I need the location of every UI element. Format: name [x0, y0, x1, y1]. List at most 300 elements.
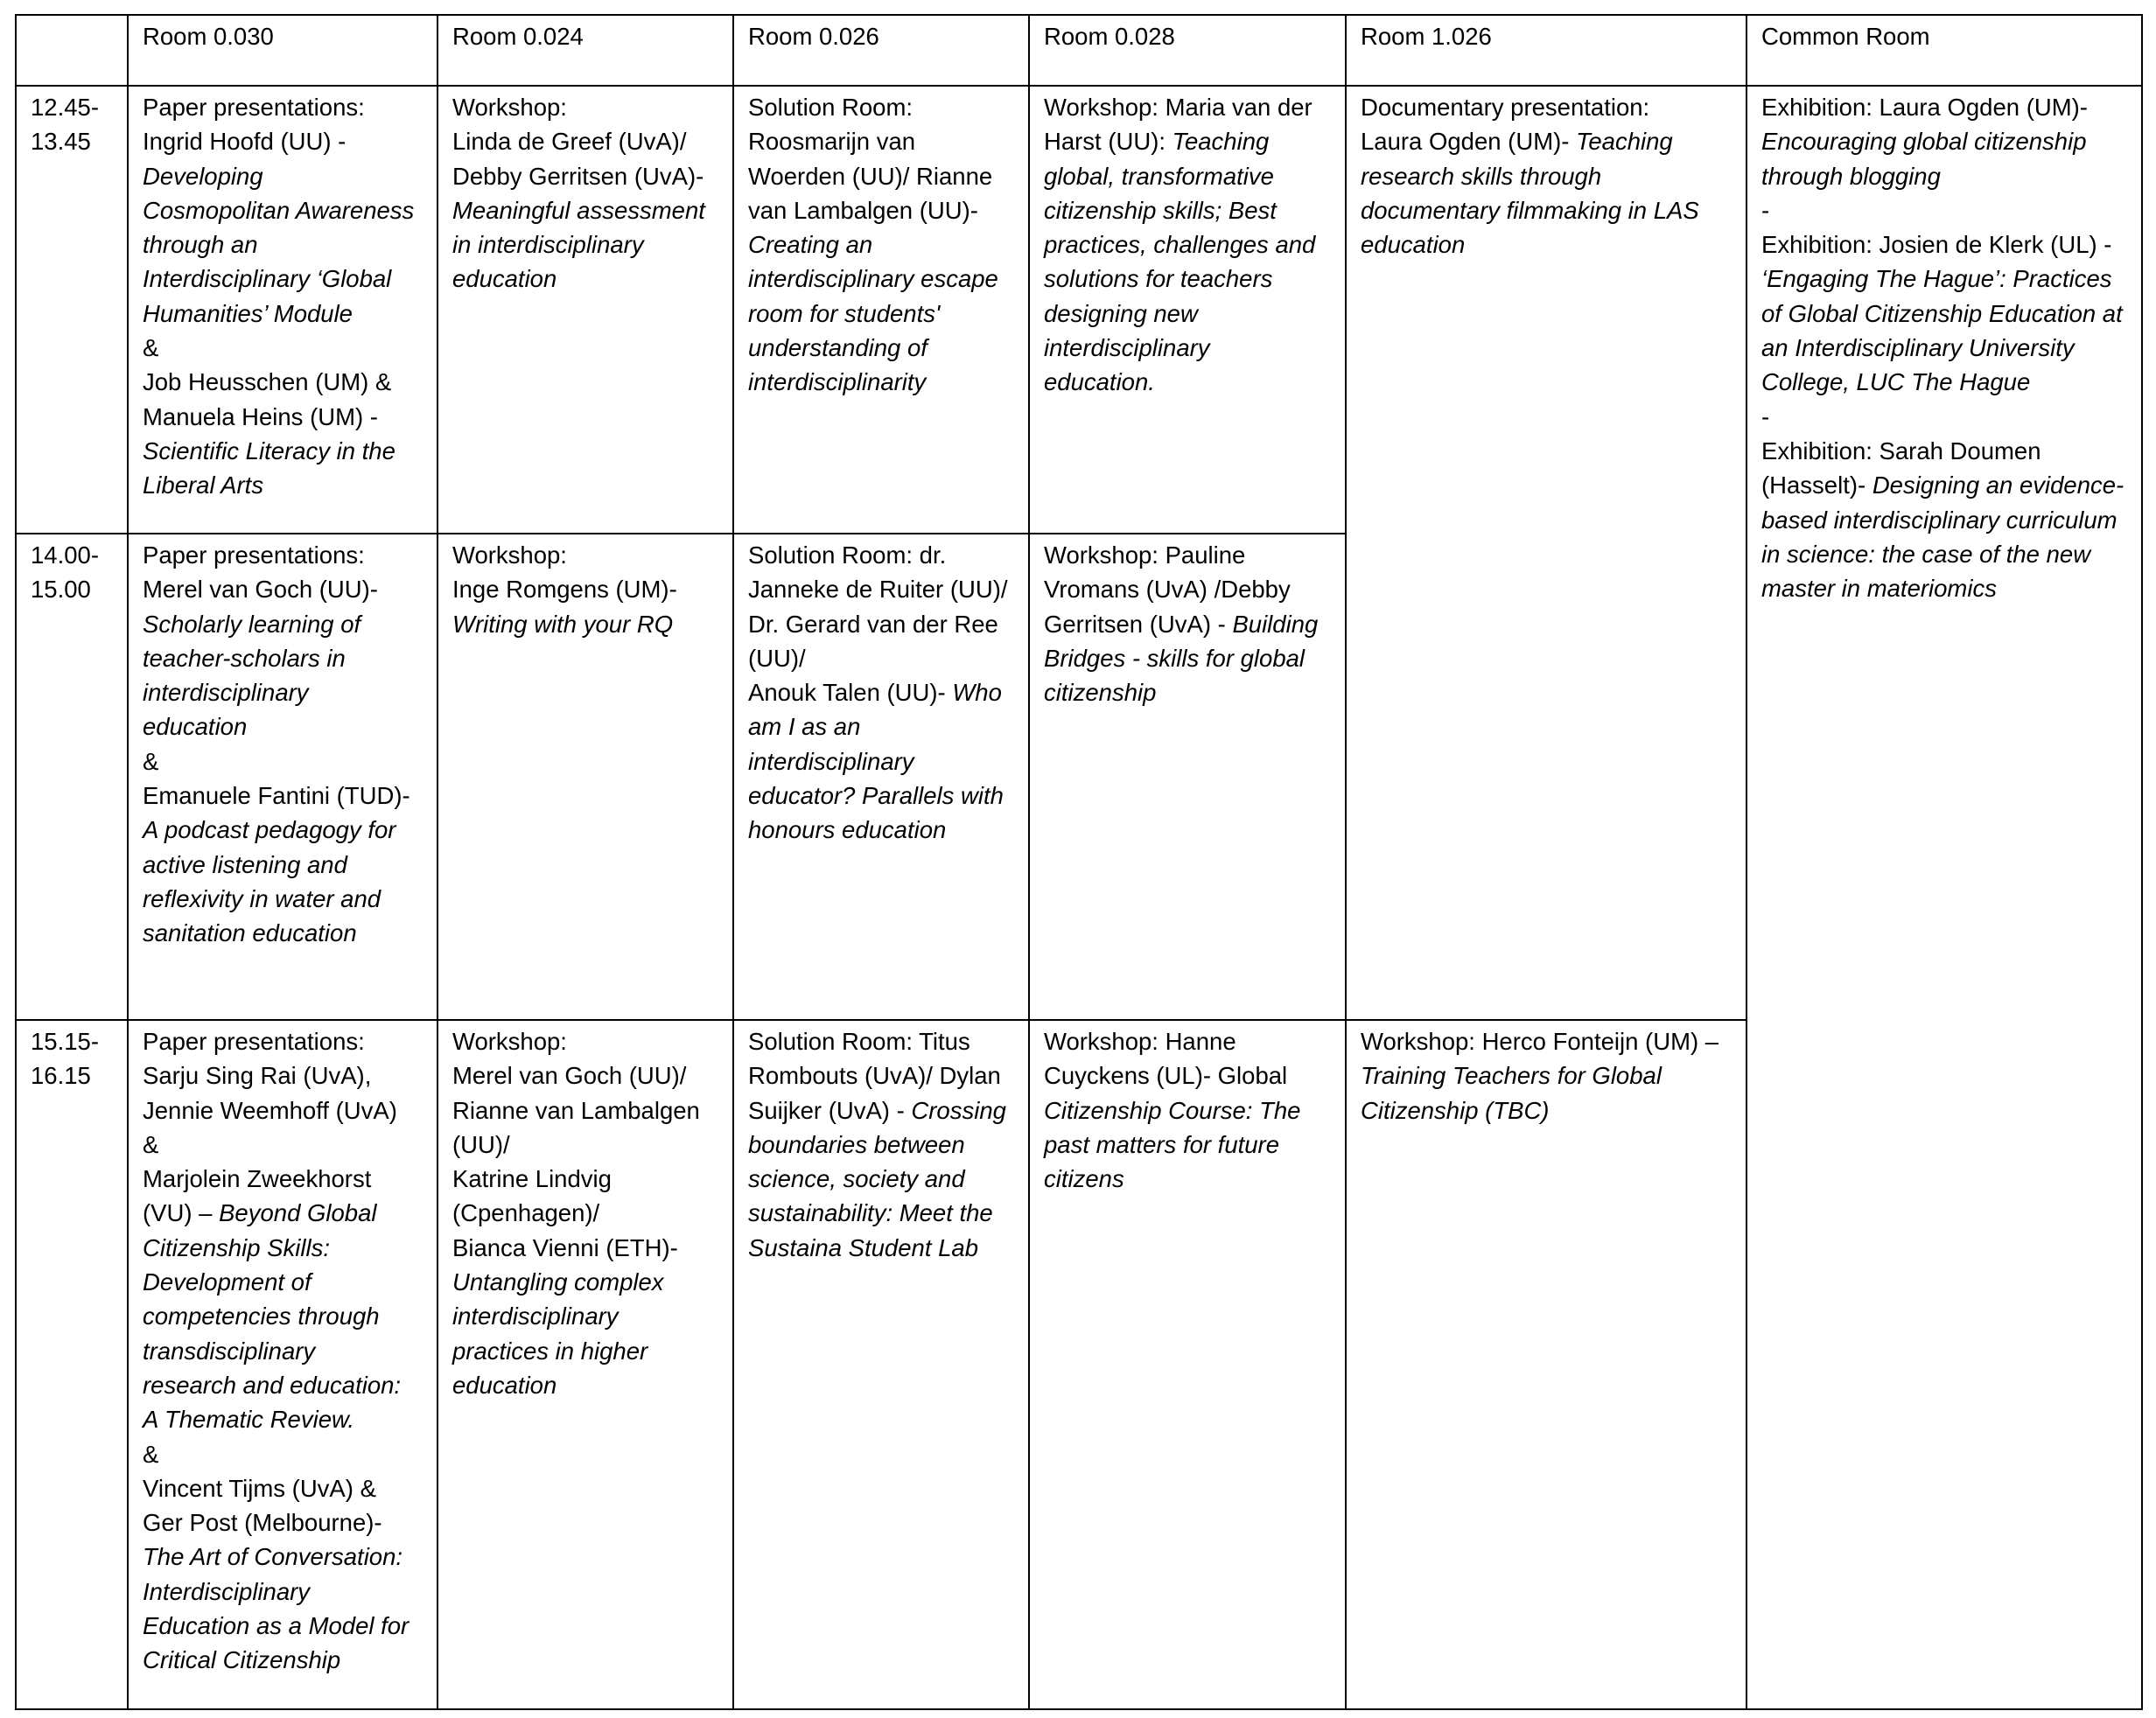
session-line — [1044, 1162, 1331, 1196]
session-line — [143, 538, 423, 572]
session-title-text: room for students' — [748, 299, 941, 327]
session-workshop-transformative — [1029, 86, 1346, 534]
room-label: Room 0.030 — [143, 23, 274, 50]
session-line — [748, 607, 1014, 641]
session-line — [143, 1196, 423, 1230]
session-line — [143, 1334, 423, 1368]
session-line — [1761, 227, 2127, 262]
session-text: Exhibition: Sarah Doumen — [1761, 436, 2041, 464]
session-text: Laura Ogden (UM)- — [1361, 128, 1577, 156]
session-title-text: documentary filmmaking in LAS — [1361, 196, 1699, 224]
session-line — [1761, 468, 2127, 502]
session-line — [1044, 159, 1331, 193]
session-text: - — [1761, 402, 1770, 430]
session-line — [748, 744, 1014, 779]
session-title-text: Scholarly learning of — [143, 610, 361, 638]
session-title-text: interdisciplinary — [1044, 334, 1210, 362]
session-text: & — [143, 334, 159, 362]
session-line — [143, 779, 423, 813]
session-text: Exhibition: Josien de Klerk (UL) - — [1761, 231, 2112, 259]
session-line — [143, 1402, 423, 1436]
session-title-text: Designing an evidence- — [1872, 471, 2124, 499]
session-line — [1361, 193, 1732, 227]
header-row — [16, 15, 2142, 86]
session-title-text: Development of — [143, 1268, 312, 1296]
session-line — [748, 1128, 1014, 1162]
session-title-text: sanitation education — [143, 919, 357, 947]
session-title-text: Education as a Model for — [143, 1612, 410, 1640]
session-line — [1044, 1058, 1331, 1093]
session-text: Janneke de Ruiter (UU)/ — [748, 576, 1008, 604]
session-line — [1044, 227, 1331, 262]
session-text: Paper presentations: — [143, 541, 365, 569]
session-title-text: Encouraging global citizenship — [1761, 128, 2087, 156]
session-title-text: Writing with your RQ — [452, 610, 674, 638]
session-line — [1044, 262, 1331, 296]
session-line — [748, 365, 1014, 399]
session-line — [748, 262, 1014, 296]
session-line — [748, 641, 1014, 675]
session-text: Ger Post (Melbourne)- — [143, 1509, 382, 1537]
session-line — [748, 1024, 1014, 1058]
session-title-text: The Art of Conversation: — [143, 1543, 403, 1571]
session-line — [452, 262, 718, 296]
header-room-0028 — [1029, 15, 1346, 86]
session-text: Paper presentations: — [143, 94, 365, 121]
session-line — [748, 297, 1014, 331]
session-title-text: honours education — [748, 816, 947, 844]
session-text: Rombouts (UvA)/ Dylan — [748, 1062, 1001, 1090]
session-text: Solution Room: Titus — [748, 1028, 970, 1055]
session-text: (VU) – — [143, 1199, 220, 1227]
session-line — [1761, 503, 2127, 537]
session-line — [1761, 159, 2127, 193]
session-title-text: interdisciplinary — [748, 747, 914, 775]
session-title-text: Bridges - skills for global — [1044, 644, 1306, 672]
session-line — [1361, 1093, 1732, 1128]
session-line — [748, 1058, 1014, 1093]
session-title-text: in interdisciplinary — [452, 231, 644, 259]
session-line — [1044, 365, 1331, 399]
session-title-text: Critical Citizenship — [143, 1646, 341, 1674]
session-text: Job Heusschen (UM) & — [143, 368, 392, 396]
session-title-text: teacher-scholars in — [143, 644, 346, 672]
session-title-text: educator? Parallels with — [748, 782, 1004, 810]
session-line — [1761, 434, 2127, 468]
session-line — [143, 468, 423, 502]
session-title-text: Citizenship Skills: — [143, 1233, 330, 1261]
session-title-text: education — [452, 1371, 557, 1399]
session-line — [143, 1471, 423, 1505]
session-line — [143, 641, 423, 675]
session-text: Emanuele Fantini (TUD)- — [143, 782, 410, 810]
session-line — [143, 193, 423, 227]
session-line — [452, 572, 718, 606]
session-text: van Lambalgen (UU)- — [748, 196, 978, 224]
session-text: Rianne van Lambalgen — [452, 1096, 700, 1124]
session-line — [452, 227, 718, 262]
session-title-text: interdisciplinary escape — [748, 265, 998, 293]
session-line — [452, 607, 718, 641]
session-line — [1044, 90, 1331, 124]
session-line — [143, 744, 423, 779]
session-text: & — [143, 747, 159, 775]
session-line — [143, 1128, 423, 1162]
session-line — [143, 916, 423, 950]
session-text: Debby Gerritsen (UvA)- — [452, 162, 704, 190]
session-workshop-global-citizenship-course — [1029, 1020, 1346, 1709]
session-line — [1044, 1093, 1331, 1128]
session-line — [748, 675, 1014, 709]
session-title-text: Citizenship (TBC) — [1361, 1096, 1550, 1124]
session-line — [143, 1505, 423, 1540]
session-title-text: Beyond Global — [219, 1199, 377, 1227]
session-workshop-training-teachers — [1346, 1020, 1746, 1709]
session-line — [748, 1196, 1014, 1230]
session-title-text: Interdisciplinary ‘Global — [143, 265, 392, 293]
session-line — [452, 90, 718, 124]
session-line — [748, 90, 1014, 124]
session-text: Vromans (UvA) /Debby — [1044, 576, 1291, 604]
session-line — [452, 193, 718, 227]
session-title-text: science, society and — [748, 1165, 965, 1193]
session-line — [143, 1231, 423, 1265]
session-line — [143, 813, 423, 847]
session-title-text: solutions for teachers — [1044, 265, 1273, 293]
session-workshop-untangling — [438, 1020, 733, 1709]
room-label: Room 0.026 — [748, 23, 879, 50]
header-room-1026 — [1346, 15, 1746, 86]
session-title-text: education — [452, 265, 557, 293]
session-title-text: transdisciplinary — [143, 1337, 316, 1365]
session-title-text: understanding of — [748, 334, 928, 362]
room-label: Room 0.024 — [452, 23, 584, 50]
header-common-room — [1746, 15, 2142, 86]
time-slot-2: 14.00- 15.00 — [16, 534, 128, 1020]
session-title-text: of Global Citizenship Education at — [1761, 299, 2123, 327]
session-title-text: Liberal Arts — [143, 471, 264, 499]
session-line — [1044, 331, 1331, 365]
session-line — [143, 1299, 423, 1333]
session-text: Exhibition: Laura Ogden (UM)- — [1761, 94, 2088, 121]
session-line — [452, 1196, 718, 1230]
session-line — [143, 1265, 423, 1299]
session-text: Workshop: — [452, 541, 567, 569]
session-line — [143, 607, 423, 641]
session-line — [748, 572, 1014, 606]
session-line — [748, 1231, 1014, 1265]
session-line — [143, 124, 423, 158]
session-title-text: based interdisciplinary curriculum — [1761, 506, 2118, 534]
session-workshop-rq — [438, 534, 733, 1020]
session-title-text: ‘Engaging The Hague’: Practices — [1761, 265, 2112, 293]
session-exhibitions — [1746, 86, 2142, 1709]
session-line — [748, 709, 1014, 744]
session-line — [1044, 641, 1331, 675]
session-line — [143, 331, 423, 365]
room-label: Room 0.028 — [1044, 23, 1175, 50]
session-line — [452, 1128, 718, 1162]
session-line — [143, 400, 423, 434]
session-title-text: research and education: — [143, 1371, 402, 1399]
session-title-text: reflexivity in water and — [143, 884, 382, 912]
session-title-text: interdisciplinary — [452, 1302, 619, 1330]
session-text: Jennie Weemhoff (UvA) — [143, 1096, 397, 1124]
session-title-text: Humanities’ Module — [143, 299, 353, 327]
session-documentary-presentation — [1346, 86, 1746, 1020]
session-line — [143, 1437, 423, 1471]
session-line — [452, 1231, 718, 1265]
session-line — [143, 1609, 423, 1643]
session-line — [143, 434, 423, 468]
session-text: Workshop: — [452, 94, 567, 121]
session-title-text: Training Teachers for Global — [1361, 1062, 1662, 1090]
session-title-text: through an — [143, 231, 258, 259]
session-title-text: Creating an — [748, 231, 873, 259]
session-paper-presentations-3 — [128, 1020, 438, 1709]
session-text: Workshop: Hanne — [1044, 1028, 1236, 1055]
session-title-text: Crossing — [911, 1096, 1006, 1124]
session-text: Woerden (UU)/ Rianne — [748, 162, 993, 190]
session-text: Paper presentations: — [143, 1028, 365, 1055]
session-line — [452, 159, 718, 193]
session-line — [1044, 675, 1331, 709]
session-text: (Cpenhagen)/ — [452, 1199, 600, 1227]
session-title-text: College, LUC The Hague — [1761, 368, 2031, 396]
session-line — [748, 193, 1014, 227]
session-title-text: sustainability: Meet the — [748, 1199, 993, 1227]
session-text: Documentary presentation: — [1361, 94, 1650, 121]
session-title-text: education — [143, 713, 248, 741]
session-line — [1044, 572, 1331, 606]
session-line — [1361, 1058, 1732, 1093]
session-line — [1361, 159, 1732, 193]
session-solution-room-educator — [733, 534, 1029, 1020]
session-line — [452, 1299, 718, 1333]
session-line — [748, 124, 1014, 158]
session-line — [1044, 193, 1331, 227]
session-title-text: Who — [952, 679, 1002, 707]
session-line — [143, 365, 423, 399]
header-room-0030 — [128, 15, 438, 86]
session-line — [748, 1093, 1014, 1128]
session-title-text: past matters for future — [1044, 1130, 1279, 1158]
session-line — [143, 262, 423, 296]
session-text: Workshop: — [452, 1028, 567, 1055]
session-line — [452, 1058, 718, 1093]
header-room-0024 — [438, 15, 733, 86]
session-line — [1761, 124, 2127, 158]
session-line — [452, 1024, 718, 1058]
session-text: Merel van Goch (UU)/ — [452, 1062, 687, 1090]
session-title-text: Cosmopolitan Awareness — [143, 196, 415, 224]
session-line — [1361, 227, 1732, 262]
session-line — [1761, 193, 2127, 227]
header-room-0026 — [733, 15, 1029, 86]
session-text: (Hasselt)- — [1761, 471, 1872, 499]
session-title-text: designing new — [1044, 299, 1198, 327]
session-text: Katrine Lindvig — [452, 1165, 612, 1193]
session-line — [1761, 571, 2127, 605]
session-text: Roosmarijn van — [748, 128, 916, 156]
session-line — [143, 90, 423, 124]
session-title-text: boundaries between — [748, 1130, 965, 1158]
session-title-text: interdisciplinarity — [748, 368, 927, 396]
session-title-text: citizens — [1044, 1165, 1124, 1193]
session-line — [748, 779, 1014, 813]
session-line — [143, 709, 423, 744]
session-title-text: A Thematic Review. — [143, 1406, 354, 1434]
session-line — [1761, 90, 2127, 124]
session-title-text: Untangling complex — [452, 1268, 664, 1296]
session-line — [1044, 124, 1331, 158]
session-line — [1361, 90, 1732, 124]
session-line — [1761, 365, 2127, 399]
header-time-cell — [16, 15, 128, 86]
session-line — [143, 1643, 423, 1677]
session-title-text: practices in higher — [452, 1337, 648, 1365]
session-text: & — [143, 1130, 159, 1158]
session-text: Workshop: Maria van der — [1044, 94, 1312, 121]
session-text: Bianca Vienni (ETH)- — [452, 1233, 678, 1261]
session-line — [143, 1575, 423, 1609]
session-line — [1361, 1024, 1732, 1058]
session-text: Solution Room: — [748, 94, 914, 121]
session-line — [1044, 1128, 1331, 1162]
session-title-text: an Interdisciplinary University — [1761, 334, 2075, 362]
session-text: Vincent Tijms (UvA) & — [143, 1474, 376, 1502]
session-text: Solution Room: dr. — [748, 541, 947, 569]
session-line — [1044, 297, 1331, 331]
session-text: Workshop: Pauline — [1044, 541, 1246, 569]
session-workshop-assessment — [438, 86, 733, 534]
session-title-text: in science: the case of the new — [1761, 540, 2091, 568]
session-line — [452, 1334, 718, 1368]
session-paper-presentations-2 — [128, 534, 438, 1020]
session-line — [1361, 124, 1732, 158]
session-solution-room-escape — [733, 86, 1029, 534]
session-text: Linda de Greef (UvA)/ — [452, 128, 687, 156]
session-text: Harst (UU): — [1044, 128, 1172, 156]
session-line — [143, 675, 423, 709]
session-paper-presentations-1 — [128, 86, 438, 534]
schedule-table — [15, 14, 2143, 1710]
time-slot-3: 15.15- 16.15 — [16, 1020, 128, 1709]
session-line — [143, 159, 423, 193]
session-title-text: Developing — [143, 162, 263, 190]
session-title-text: interdisciplinary — [143, 679, 309, 707]
session-line — [748, 227, 1014, 262]
session-title-text: Teaching — [1172, 128, 1270, 156]
session-line — [452, 1368, 718, 1402]
session-line — [748, 1162, 1014, 1196]
session-line — [1044, 538, 1331, 572]
session-title-text: practices, challenges and — [1044, 231, 1316, 259]
session-title-text: global, transformative — [1044, 162, 1274, 190]
session-line — [143, 848, 423, 882]
session-text: - — [1761, 196, 1770, 224]
session-line — [143, 1058, 423, 1093]
session-line — [452, 1093, 718, 1128]
session-line — [748, 813, 1014, 847]
session-text: Ingrid Hoofd (UU) - — [143, 128, 346, 156]
session-text: Suijker (UvA) - — [748, 1096, 912, 1124]
session-text: Marjolein Zweekhorst — [143, 1165, 372, 1193]
session-text: Inge Romgens (UM)- — [452, 576, 677, 604]
session-line — [143, 882, 423, 916]
session-title-text: Building — [1232, 610, 1319, 638]
session-text: Workshop: Herco Fonteijn (UM) – — [1361, 1028, 1719, 1055]
session-line — [1761, 537, 2127, 571]
session-text: (UU)/ — [452, 1130, 510, 1158]
session-line — [1044, 1024, 1331, 1058]
session-line — [143, 1368, 423, 1402]
session-title-text: citizenship — [1044, 679, 1157, 707]
session-line — [452, 1162, 718, 1196]
slot-row-1 — [16, 86, 2142, 534]
session-title-text: Scientific Literacy in the — [143, 436, 396, 464]
session-workshop-bridges — [1029, 534, 1346, 1020]
session-line — [1761, 297, 2127, 331]
session-solution-room-sustaina — [733, 1020, 1029, 1709]
session-text: Sarju Sing Rai (UvA), — [143, 1062, 372, 1090]
session-text: Dr. Gerard van der Ree — [748, 610, 998, 638]
session-line — [1761, 262, 2127, 296]
session-title-text: active listening and — [143, 850, 347, 878]
session-title-text: A podcast pedagogy for — [143, 816, 396, 844]
session-title-text: research skills through — [1361, 162, 1602, 190]
session-title-text: Citizenship Course: The — [1044, 1096, 1301, 1124]
session-line — [1044, 607, 1331, 641]
session-line — [143, 227, 423, 262]
session-title-text: am I as an — [748, 713, 861, 741]
session-line — [452, 538, 718, 572]
session-line — [452, 1265, 718, 1299]
session-text: Merel van Goch (UU)- — [143, 576, 378, 604]
session-line — [1761, 400, 2127, 434]
session-title-text: master in materiomics — [1761, 575, 1997, 603]
session-line — [143, 1540, 423, 1574]
room-label: Room 1.026 — [1361, 23, 1492, 50]
time-slot-1: 12.45- 13.45 — [16, 86, 128, 534]
session-title-text: Teaching — [1576, 128, 1673, 156]
session-text: Cuyckens (UL)- Global — [1044, 1062, 1288, 1090]
session-title-text: competencies through — [143, 1302, 380, 1330]
session-text: Anouk Talen (UU)- — [748, 679, 953, 707]
session-text: Gerritsen (UvA) - — [1044, 610, 1233, 638]
session-title-text: Meaningful assessment — [452, 196, 705, 224]
session-title-text: education — [1361, 231, 1466, 259]
session-line — [748, 331, 1014, 365]
session-line — [1761, 331, 2127, 365]
session-line — [748, 159, 1014, 193]
session-text: & — [143, 1440, 159, 1468]
session-line — [143, 1162, 423, 1196]
session-line — [143, 572, 423, 606]
session-line — [143, 297, 423, 331]
session-title-text: Sustaina Student Lab — [748, 1233, 978, 1261]
session-line — [143, 1024, 423, 1058]
session-line — [143, 1093, 423, 1128]
session-line — [748, 538, 1014, 572]
session-title-text: citizenship skills; Best — [1044, 196, 1277, 224]
session-title-text: education. — [1044, 368, 1155, 396]
room-label: Common Room — [1761, 23, 1930, 50]
session-title-text: Interdisciplinary — [143, 1577, 311, 1605]
session-title-text: through blogging — [1761, 162, 1941, 190]
session-text: (UU)/ — [748, 644, 806, 672]
session-text: Manuela Heins (UM) - — [143, 402, 378, 430]
